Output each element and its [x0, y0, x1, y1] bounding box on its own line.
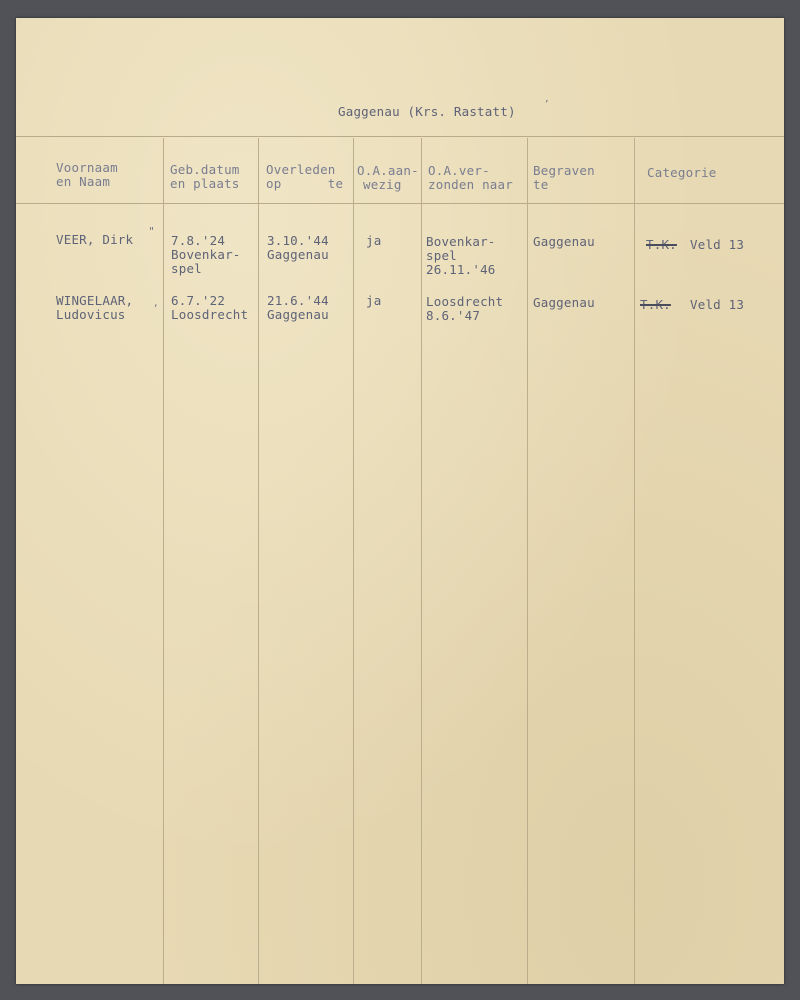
cell-category: Veld 13	[690, 297, 745, 312]
cell-category: Veld 13	[690, 237, 745, 252]
pencil-mark: "	[149, 225, 155, 238]
record-card	[16, 18, 784, 984]
cell-category-struck: T.K.	[640, 297, 671, 312]
header-top-rule	[16, 136, 784, 137]
column-divider	[634, 138, 635, 984]
cell-buried: Gaggenau	[533, 234, 595, 249]
cell-name-line-1: VEER, Dirk	[56, 232, 134, 247]
cell-present: ja	[366, 293, 382, 308]
pencil-mark: ,	[154, 296, 158, 309]
cell-name-line-1: WINGELAAR,	[56, 293, 134, 308]
column-header-name-2: en Naam	[56, 174, 111, 189]
cell-died-line-1: 3.10.'44	[267, 233, 329, 248]
cell-born-line-3: spel	[171, 261, 202, 276]
cell-died-line-2: Gaggenau	[267, 247, 329, 262]
cell-buried: Gaggenau	[533, 295, 595, 310]
cell-born-line-2: Loosdrecht	[171, 307, 249, 322]
cell-name-line-2: Ludovicus	[56, 307, 126, 322]
column-header-present-1: O.A.aan-	[357, 163, 419, 178]
column-header-died-2: op te	[266, 176, 344, 191]
column-divider	[421, 138, 422, 984]
column-divider	[353, 138, 354, 984]
cell-present: ja	[366, 233, 382, 248]
column-header-sent-2: zonden naar	[428, 177, 513, 192]
column-divider	[163, 138, 164, 984]
cell-category-struck: T.K.	[646, 237, 677, 252]
cell-sent-line-2: 8.6.'47	[426, 308, 481, 323]
column-header-sent-1: O.A.ver-	[428, 163, 490, 178]
cell-born-line-2: Bovenkar-	[171, 247, 241, 262]
header-bottom-rule	[16, 203, 784, 204]
column-header-present-2: wezig	[363, 177, 402, 192]
card-heading: Gaggenau (Krs. Rastatt)	[338, 104, 516, 119]
column-header-category: Categorie	[647, 165, 717, 180]
column-header-died-1: Overleden	[266, 162, 336, 177]
column-header-born-2: en plaats	[170, 176, 240, 191]
cell-born-line-1: 7.8.'24	[171, 233, 226, 248]
column-divider	[527, 138, 528, 984]
column-header-buried-2: te	[533, 177, 549, 192]
cell-sent-line-1: Bovenkar-	[426, 234, 496, 249]
column-header-buried-1: Begraven	[533, 163, 595, 178]
cell-died-line-1: 21.6.'44	[267, 293, 329, 308]
cell-died-line-2: Gaggenau	[267, 307, 329, 322]
column-header-name-1: Voornaam	[56, 160, 118, 175]
column-divider	[258, 138, 259, 984]
cell-sent-line-1: Loosdrecht	[426, 294, 504, 309]
pencil-mark: ʼ	[545, 98, 549, 111]
cell-sent-line-2: spel	[426, 248, 457, 263]
cell-born-line-1: 6.7.'22	[171, 293, 226, 308]
column-header-born-1: Geb.datum	[170, 162, 240, 177]
cell-sent-line-3: 26.11.'46	[426, 262, 496, 277]
